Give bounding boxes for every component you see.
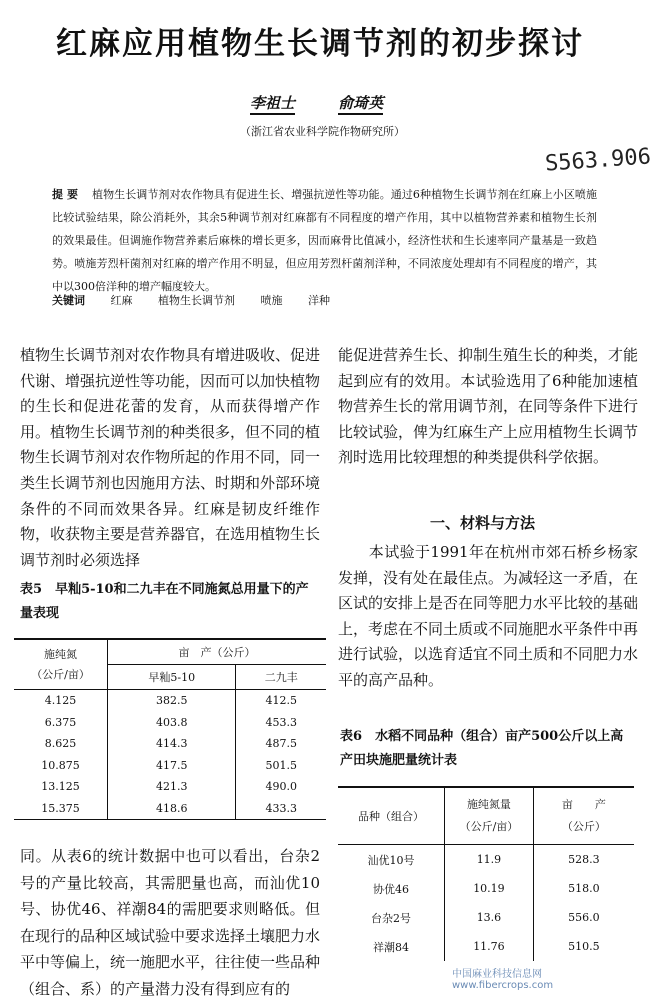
- table6-header: 品种（组合）: [358, 810, 425, 823]
- body-text-right-2: 本试验于1991年在杭州市郊石桥乡杨家发掸，没有处在最佳点。为减轻这一矛盾，在区试的安排上是否在同等肥力水平比较的基础上，考虑在不同土质或不同施肥水平条件中再进行试验，以选育适宜不同土质和不同肥力水平的高产品种。: [338, 543, 639, 689]
- table5-col1-header: [14, 639, 108, 690]
- table-cell: 487.5: [236, 733, 326, 755]
- table6-header: [533, 787, 634, 845]
- author-name: 俞琦英: [338, 94, 383, 115]
- table-cell: 417.5: [108, 755, 236, 777]
- table5-caption: [20, 578, 320, 626]
- table-cell: 528.3: [533, 845, 634, 875]
- author-name: 李祖士: [250, 94, 295, 115]
- abstract: [52, 183, 597, 298]
- abstract-text: 植物生长调节剂对农作物具有促进生长、增强抗逆性等功能。通过6种植物生长调节剂在红麻上小区喷施比较试验结果，除公消耗外，其余5种调节剂对红麻都有不同程度的增产作用，其中以植物营养素和植物生长剂的效果最佳。但调施作物营养素后麻株的增长更多，因而麻骨比值减小，经济性状和生长速率同产量基是一致趋势。喷施芳烈杆菌剂对红麻的增产作用不明显，但应用芳烈杆菌剂洋种，不同浓度处理却有不同程度的增产，其中以300倍洋种的增产幅度较大。: [52, 188, 597, 293]
- table-cell: 6.375: [44, 715, 77, 729]
- table6-header: [445, 787, 534, 845]
- table-row: [14, 733, 326, 755]
- table-cell: 403.8: [108, 712, 236, 734]
- keyword: 红麻: [110, 294, 133, 307]
- table-row: [14, 690, 326, 712]
- table-row: [338, 903, 634, 932]
- table-cell: 祥潮84: [373, 940, 410, 954]
- affiliation: （浙江省农业科学院作物研究所）: [240, 125, 405, 138]
- table-cell: 汕优10号: [367, 853, 415, 867]
- table6-label: 表6: [340, 729, 363, 744]
- table6-header-unit: （公斤/亩）: [459, 820, 519, 833]
- table-cell: 协优46: [373, 882, 410, 896]
- table5-group-header: 亩 产（公斤）: [108, 639, 326, 665]
- table-cell: 510.5: [533, 932, 634, 961]
- body-text-left: 植物生长调节剂对农作物具有增进吸收、促进代谢、增强抗逆性等功能，因而可以加快植物的生长和促进花蕾的发育，从而获得增产作用。植物生长调节剂的种类很多，但不同的植物生长调节剂对农作物所起的作用不同，同一类生长调节剂也因施用方法、时期和外部环境条件的不同而效果各异。红麻是韧皮纤维作物，收获物主要是营养器官，在选用植物生长调节剂时必须选择: [20, 346, 321, 569]
- table6-caption: [340, 725, 636, 773]
- table-cell: 11.9: [445, 845, 534, 875]
- table-cell: 418.6: [108, 798, 236, 820]
- body-text-right: 能促进营养生长、抑制生殖生长的种类，才能起到应有的效用。本试验选用了6种能加速植物营养生长的常用调节剂，在同等条件下进行比较试验，俾为红麻生产上应用植物生长调节剂时选用比较理想的种类提供科学依据。: [338, 346, 639, 467]
- table6-caption-text: 水稻不同品种（组合）亩产500公斤以上高产田块施肥量统计表: [340, 729, 624, 768]
- table5-subheader: 早籼5-10: [108, 665, 236, 690]
- table-cell: 414.3: [108, 733, 236, 755]
- table-cell: 13.6: [445, 903, 534, 932]
- table-cell: 13.125: [41, 780, 80, 794]
- table-cell: 501.5: [236, 755, 326, 777]
- table-cell: 433.3: [236, 798, 326, 820]
- table-cell: 518.0: [533, 874, 634, 903]
- table-cell: 490.0: [236, 776, 326, 798]
- body-text-left-bottom: 同。从表6的统计数据中也可以看出，台杂2号的产量比较高，其需肥量也高，而汕优10号、协优46、祥潮84的需肥要求则略低。但在现行的品种区域试验中要求选择土壤肥力水平中等偏上，统一施肥水平，往往使一些品种（组合、系）的产量潜力没有得到应有的: [20, 847, 321, 998]
- table5-caption-text: 早籼5-10和二九丰在不同施氮总用量下的产量表现: [20, 582, 309, 621]
- table6-header-label: 亩 产: [561, 798, 606, 811]
- table-cell: 11.76: [445, 932, 534, 961]
- table6-header-unit: （公斤）: [561, 820, 606, 833]
- keywords-label: 关键词: [52, 294, 85, 307]
- article-title: 红麻应用植物生长调节剂的初步探讨: [56, 26, 584, 62]
- table-cell: 556.0: [533, 903, 634, 932]
- keyword: 喷施: [260, 294, 283, 307]
- keyword: 洋种: [308, 294, 330, 307]
- keywords: [52, 292, 330, 308]
- handwritten-note: S563.906: [544, 144, 652, 177]
- table5: [14, 638, 326, 820]
- table6: [338, 786, 634, 961]
- table-cell: 10.19: [445, 874, 534, 903]
- table-row: [338, 874, 634, 903]
- table5-header-unit: （公斤/亩）: [31, 667, 90, 681]
- site-watermark: 中国麻业科技信息网 www.fibercrops.com: [452, 969, 554, 991]
- table-cell: 台杂2号: [371, 911, 412, 925]
- table-row: [14, 798, 326, 820]
- table-cell: 4.125: [44, 694, 77, 708]
- table-cell: 10.875: [41, 758, 80, 772]
- table-row: [14, 755, 326, 777]
- table-cell: 412.5: [236, 690, 326, 712]
- table-cell: 421.3: [108, 776, 236, 798]
- table5-header-label: 施纯氮: [44, 647, 78, 661]
- table-cell: 8.625: [44, 737, 77, 751]
- table5-subheader: 二九丰: [236, 665, 326, 690]
- table-row: [338, 932, 634, 961]
- table5-label: 表5: [20, 582, 43, 597]
- keyword: 植物生长调节剂: [158, 294, 235, 307]
- table-cell: 15.375: [41, 801, 80, 815]
- table-cell: 382.5: [108, 690, 236, 712]
- abstract-label: 提 要: [52, 188, 79, 201]
- table-row: [14, 712, 326, 734]
- author-list: [250, 92, 421, 113]
- table6-header-label: 施纯氮量: [466, 798, 511, 811]
- table-cell: 453.3: [236, 712, 326, 734]
- section-heading: 一、材料与方法: [430, 514, 536, 532]
- table-row: [14, 776, 326, 798]
- table-row: [338, 845, 634, 875]
